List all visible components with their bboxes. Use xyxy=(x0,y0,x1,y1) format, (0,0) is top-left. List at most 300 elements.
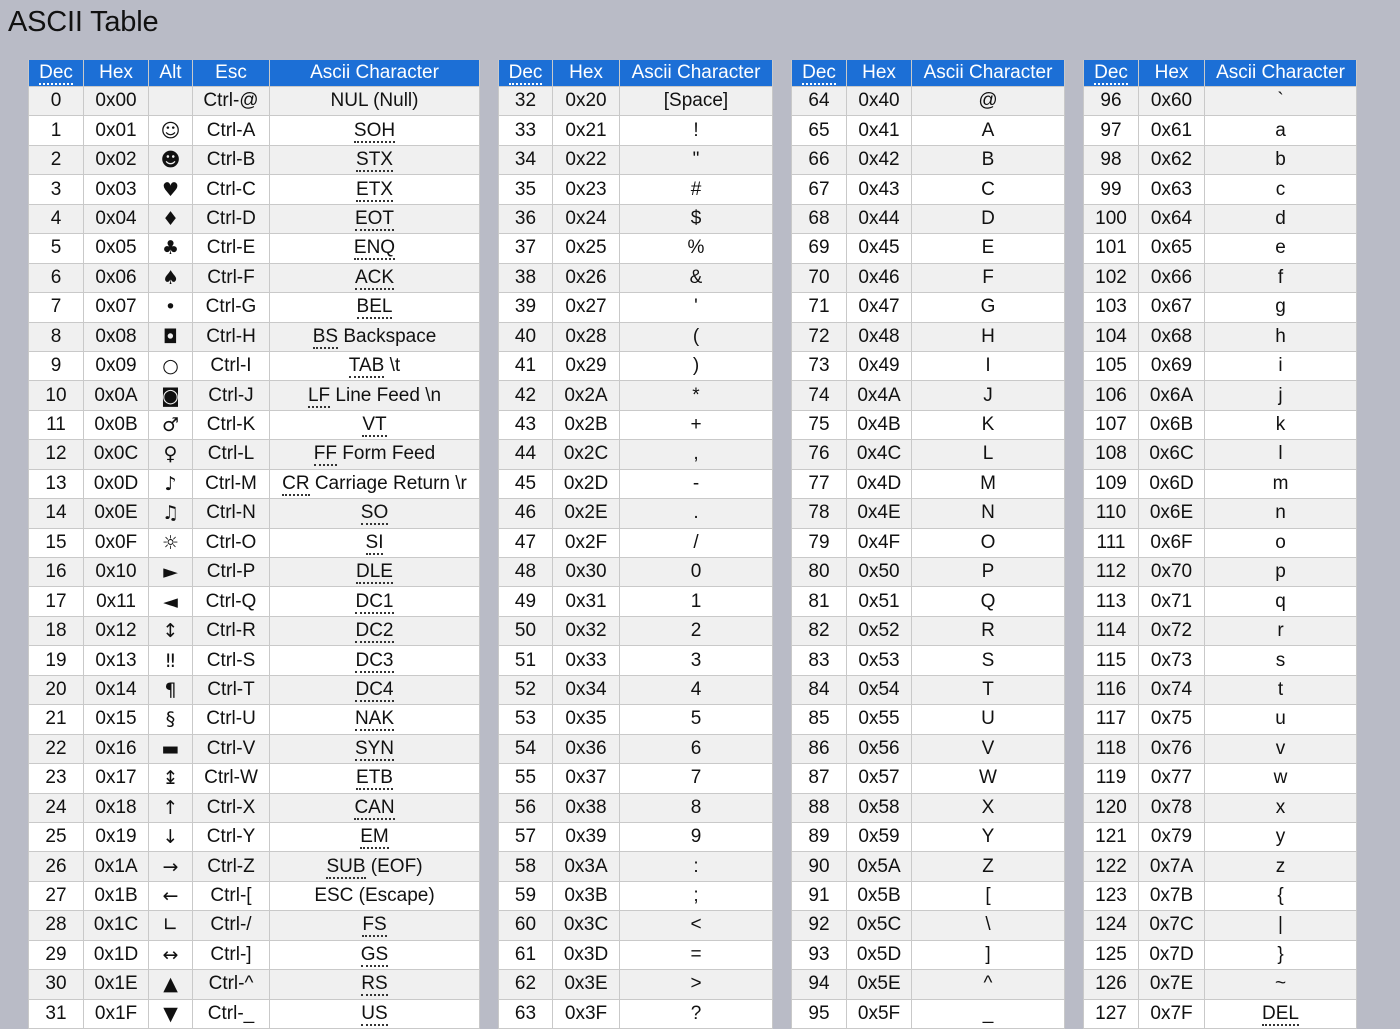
cell-dec: 46 xyxy=(499,499,553,528)
cell-dec: 71 xyxy=(792,293,847,322)
cell-dec: 122 xyxy=(1084,852,1139,881)
cell-esc: Ctrl-N xyxy=(193,499,270,528)
cell-hex: 0x15 xyxy=(84,705,149,734)
table-row xyxy=(499,381,773,410)
cell-hex: 0x75 xyxy=(1139,705,1205,734)
header-dec: Dec xyxy=(29,60,84,87)
cell-dec: 47 xyxy=(499,528,553,557)
cell-ascii-character xyxy=(912,911,1065,940)
table-row xyxy=(792,234,1065,263)
cell-alt-glyph: ♀ xyxy=(149,440,193,469)
character-description: w xyxy=(1273,767,1288,789)
cell-ascii-character xyxy=(270,322,480,351)
cell-alt-glyph: ▼ xyxy=(149,999,193,1028)
character-description: (EOF) xyxy=(365,855,423,877)
cell-hex: 0x7E xyxy=(1139,970,1205,999)
cell-hex: 0x65 xyxy=(1139,234,1205,263)
table-row xyxy=(29,234,480,263)
table-row xyxy=(29,499,480,528)
cell-dec: 69 xyxy=(792,234,847,263)
character-description: U xyxy=(981,708,995,730)
table-row xyxy=(499,234,773,263)
cell-dec: 62 xyxy=(499,970,553,999)
cell-hex: 0x0A xyxy=(84,381,149,410)
cell-dec: 16 xyxy=(29,558,84,587)
table-row xyxy=(1084,499,1357,528)
character-description: 0 xyxy=(690,561,702,583)
cell-esc: Ctrl-Q xyxy=(193,587,270,616)
cell-hex: 0x73 xyxy=(1139,646,1205,675)
cell-dec: 60 xyxy=(499,911,553,940)
cell-hex: 0x32 xyxy=(553,616,620,645)
cell-hex: 0x00 xyxy=(84,87,149,116)
character-description: ) xyxy=(692,355,700,377)
header-ascii-character: Ascii Character xyxy=(270,60,480,87)
cell-alt-glyph: → xyxy=(149,852,193,881)
table-row xyxy=(1084,410,1357,439)
table-row xyxy=(792,675,1065,704)
cell-hex: 0x6D xyxy=(1139,469,1205,498)
cell-hex: 0x71 xyxy=(1139,587,1205,616)
cell-hex: 0x7F xyxy=(1139,999,1205,1028)
cell-ascii-character xyxy=(270,351,480,380)
cell-esc: Ctrl-Y xyxy=(193,822,270,851)
cell-dec: 68 xyxy=(792,204,847,233)
table-row xyxy=(792,469,1065,498)
character-description: i xyxy=(1278,355,1283,377)
character-description: ? xyxy=(690,1002,702,1024)
cell-dec: 11 xyxy=(29,410,84,439)
table-row xyxy=(29,970,480,999)
header-dec: Dec xyxy=(792,60,847,87)
character-abbreviation: FS xyxy=(362,914,387,936)
cell-hex: 0x1C xyxy=(84,911,149,940)
cell-hex: 0x5B xyxy=(847,881,912,910)
cell-hex: 0x4E xyxy=(847,499,912,528)
header-dec: Dec xyxy=(499,60,553,87)
table-row xyxy=(792,558,1065,587)
table-row xyxy=(1084,351,1357,380)
cell-ascii-character xyxy=(912,999,1065,1028)
cell-dec: 102 xyxy=(1084,263,1139,292)
character-abbreviation: EOT xyxy=(354,207,395,229)
cell-dec: 9 xyxy=(29,351,84,380)
cell-dec: 41 xyxy=(499,351,553,380)
cell-ascii-character xyxy=(620,587,773,616)
cell-ascii-character xyxy=(912,675,1065,704)
cell-hex: 0x29 xyxy=(553,351,620,380)
cell-dec: 49 xyxy=(499,587,553,616)
cell-dec: 64 xyxy=(792,87,847,116)
character-description: } xyxy=(1277,943,1284,965)
cell-hex: 0x11 xyxy=(84,587,149,616)
cell-hex: 0x35 xyxy=(553,705,620,734)
cell-alt-glyph xyxy=(149,87,193,116)
cell-hex: 0x61 xyxy=(1139,116,1205,145)
cell-hex: 0x3F xyxy=(553,999,620,1028)
cell-hex: 0x74 xyxy=(1139,675,1205,704)
cell-dec: 55 xyxy=(499,764,553,793)
table-row xyxy=(29,263,480,292)
character-description: v xyxy=(1275,737,1286,759)
cell-dec: 72 xyxy=(792,322,847,351)
cell-ascii-character xyxy=(912,469,1065,498)
cell-ascii-character xyxy=(1205,646,1357,675)
cell-hex: 0x5C xyxy=(847,911,912,940)
cell-dec: 58 xyxy=(499,852,553,881)
cell-ascii-character xyxy=(620,469,773,498)
cell-hex: 0x2D xyxy=(553,469,620,498)
cell-ascii-character xyxy=(1205,999,1357,1028)
table-row xyxy=(29,351,480,380)
table-row xyxy=(792,616,1065,645)
cell-dec: 48 xyxy=(499,558,553,587)
cell-ascii-character xyxy=(620,116,773,145)
cell-ascii-character xyxy=(1205,940,1357,969)
cell-hex: 0x54 xyxy=(847,675,912,704)
table-row xyxy=(499,351,773,380)
character-abbreviation: BEL xyxy=(356,296,393,318)
cell-alt-glyph: ‼ xyxy=(149,646,193,675)
cell-ascii-character xyxy=(270,881,480,910)
header-hex: Hex xyxy=(1139,60,1205,87)
cell-dec: 43 xyxy=(499,410,553,439)
character-description: [Space] xyxy=(663,90,729,112)
character-description: * xyxy=(692,384,700,406)
cell-dec: 114 xyxy=(1084,616,1139,645)
character-description: | xyxy=(1278,914,1283,936)
character-description: f xyxy=(1277,266,1284,288)
cell-ascii-character xyxy=(620,558,773,587)
cell-esc: Ctrl-[ xyxy=(193,881,270,910)
cell-dec: 39 xyxy=(499,293,553,322)
cell-ascii-character xyxy=(912,145,1065,174)
cell-hex: 0x64 xyxy=(1139,204,1205,233)
cell-ascii-character xyxy=(1205,705,1357,734)
cell-dec: 121 xyxy=(1084,822,1139,851)
character-description: M xyxy=(980,472,996,494)
character-abbreviation: GS xyxy=(360,943,389,965)
cell-ascii-character xyxy=(1205,322,1357,351)
character-description: g xyxy=(1275,296,1286,318)
cell-hex: 0x72 xyxy=(1139,616,1205,645)
character-description: / xyxy=(693,531,699,553)
table-row xyxy=(29,204,480,233)
cell-hex: 0x22 xyxy=(553,145,620,174)
character-description: k xyxy=(1275,414,1286,436)
character-abbreviation: SI xyxy=(365,531,384,553)
character-description: G xyxy=(980,296,996,318)
table-row xyxy=(499,675,773,704)
character-description: N xyxy=(981,502,995,524)
cell-dec: 112 xyxy=(1084,558,1139,587)
cell-ascii-character xyxy=(270,469,480,498)
cell-hex: 0x31 xyxy=(553,587,620,616)
table-row xyxy=(792,322,1065,351)
character-description: V xyxy=(981,737,995,759)
table-row xyxy=(499,646,773,675)
character-description: W xyxy=(979,767,997,789)
cell-hex: 0x60 xyxy=(1139,87,1205,116)
character-description: 2 xyxy=(690,620,702,642)
table-row xyxy=(29,764,480,793)
cell-ascii-character xyxy=(620,940,773,969)
cell-hex: 0x3C xyxy=(553,911,620,940)
character-description: ` xyxy=(1277,90,1284,112)
table-header-row xyxy=(792,60,1065,87)
cell-ascii-character xyxy=(1205,293,1357,322)
character-abbreviation: SO xyxy=(360,502,389,524)
character-description: R xyxy=(981,620,995,642)
cell-dec: 56 xyxy=(499,793,553,822)
cell-ascii-character xyxy=(912,558,1065,587)
table-row xyxy=(792,852,1065,881)
cell-ascii-character xyxy=(270,440,480,469)
cell-dec: 35 xyxy=(499,175,553,204)
cell-hex: 0x0B xyxy=(84,410,149,439)
cell-alt-glyph: ↑ xyxy=(149,793,193,822)
table-row xyxy=(1084,940,1357,969)
cell-hex: 0x23 xyxy=(553,175,620,204)
character-abbreviation: EM xyxy=(360,826,389,848)
character-description: _ xyxy=(982,1002,994,1024)
table-row xyxy=(792,734,1065,763)
character-abbreviation: CAN xyxy=(354,796,395,818)
character-description: ' xyxy=(694,296,698,318)
character-description: C xyxy=(981,178,995,200)
cell-ascii-character xyxy=(912,293,1065,322)
cell-esc: Ctrl-@ xyxy=(193,87,270,116)
cell-ascii-character xyxy=(912,852,1065,881)
cell-ascii-character xyxy=(270,499,480,528)
cell-ascii-character xyxy=(1205,881,1357,910)
table-row xyxy=(499,499,773,528)
table-row xyxy=(1084,881,1357,910)
character-abbreviation: TAB xyxy=(348,355,385,377)
cell-hex: 0x2B xyxy=(553,410,620,439)
cell-dec: 81 xyxy=(792,587,847,616)
character-description: ~ xyxy=(1274,973,1287,995)
cell-esc: Ctrl-I xyxy=(193,351,270,380)
character-abbreviation: ETB xyxy=(356,767,393,789)
table-row xyxy=(29,145,480,174)
cell-hex: 0x67 xyxy=(1139,293,1205,322)
table-row xyxy=(1084,970,1357,999)
cell-hex: 0x50 xyxy=(847,558,912,587)
character-description: x xyxy=(1275,796,1286,818)
character-abbreviation: DC2 xyxy=(355,620,394,642)
cell-esc: Ctrl-M xyxy=(193,469,270,498)
cell-ascii-character xyxy=(1205,499,1357,528)
character-description: B xyxy=(981,149,995,171)
character-description: & xyxy=(689,266,703,288)
table-row xyxy=(792,940,1065,969)
character-description: 4 xyxy=(690,678,702,700)
cell-ascii-character xyxy=(912,87,1065,116)
cell-ascii-character xyxy=(912,381,1065,410)
table-row xyxy=(499,410,773,439)
table-row xyxy=(499,705,773,734)
table-row xyxy=(499,940,773,969)
cell-dec: 18 xyxy=(29,616,84,645)
cell-hex: 0x26 xyxy=(553,263,620,292)
cell-dec: 109 xyxy=(1084,469,1139,498)
character-description: ] xyxy=(985,943,991,965)
table-row xyxy=(1084,234,1357,263)
character-description: = xyxy=(690,943,702,965)
cell-ascii-character xyxy=(620,499,773,528)
cell-hex: 0x0C xyxy=(84,440,149,469)
cell-esc: Ctrl-L xyxy=(193,440,270,469)
table-row xyxy=(792,410,1065,439)
table-row xyxy=(29,410,480,439)
cell-ascii-character xyxy=(620,970,773,999)
cell-esc: Ctrl-] xyxy=(193,940,270,969)
character-description: P xyxy=(981,561,995,583)
table-row xyxy=(29,175,480,204)
table-row xyxy=(1084,675,1357,704)
cell-hex: 0x30 xyxy=(553,558,620,587)
cell-dec: 123 xyxy=(1084,881,1139,910)
cell-hex: 0x0E xyxy=(84,499,149,528)
table-row xyxy=(29,822,480,851)
cell-ascii-character xyxy=(1205,440,1357,469)
table-row xyxy=(499,587,773,616)
cell-dec: 24 xyxy=(29,793,84,822)
table-row xyxy=(29,793,480,822)
cell-ascii-character xyxy=(620,293,773,322)
table-row xyxy=(499,999,773,1028)
cell-esc: Ctrl-T xyxy=(193,675,270,704)
cell-ascii-character xyxy=(620,999,773,1028)
cell-hex: 0x1E xyxy=(84,970,149,999)
cell-hex: 0x49 xyxy=(847,351,912,380)
cell-esc: Ctrl-U xyxy=(193,705,270,734)
character-description: r xyxy=(1277,620,1284,642)
character-abbreviation: ETX xyxy=(356,178,393,200)
cell-dec: 94 xyxy=(792,970,847,999)
table-row xyxy=(499,145,773,174)
character-abbreviation: US xyxy=(361,1002,388,1024)
table-row xyxy=(29,87,480,116)
cell-hex: 0x52 xyxy=(847,616,912,645)
cell-hex: 0x63 xyxy=(1139,175,1205,204)
cell-dec: 38 xyxy=(499,263,553,292)
cell-dec: 57 xyxy=(499,822,553,851)
table-row xyxy=(29,440,480,469)
table-row xyxy=(1084,440,1357,469)
cell-dec: 33 xyxy=(499,116,553,145)
cell-dec: 20 xyxy=(29,675,84,704)
character-description: l xyxy=(1278,443,1283,465)
cell-hex: 0x5E xyxy=(847,970,912,999)
cell-ascii-character xyxy=(620,734,773,763)
character-description: L xyxy=(982,443,994,465)
character-description: Carriage Return \r xyxy=(309,472,467,494)
cell-hex: 0x5D xyxy=(847,940,912,969)
cell-hex: 0x13 xyxy=(84,646,149,675)
table-row xyxy=(792,351,1065,380)
table-row xyxy=(1084,116,1357,145)
cell-alt-glyph: ♫ xyxy=(149,499,193,528)
cell-dec: 15 xyxy=(29,528,84,557)
table-row xyxy=(792,293,1065,322)
cell-dec: 104 xyxy=(1084,322,1139,351)
character-description: ESC (Escape) xyxy=(314,885,435,907)
table-row xyxy=(499,440,773,469)
cell-ascii-character xyxy=(270,999,480,1028)
cell-esc: Ctrl-W xyxy=(193,764,270,793)
character-description: z xyxy=(1275,855,1286,877)
character-description: @ xyxy=(978,90,998,112)
cell-ascii-character xyxy=(912,764,1065,793)
cell-ascii-character xyxy=(270,293,480,322)
cell-ascii-character xyxy=(912,322,1065,351)
cell-hex: 0x05 xyxy=(84,234,149,263)
cell-hex: 0x76 xyxy=(1139,734,1205,763)
cell-dec: 127 xyxy=(1084,999,1139,1028)
table-row xyxy=(792,263,1065,292)
cell-hex: 0x51 xyxy=(847,587,912,616)
cell-dec: 17 xyxy=(29,587,84,616)
cell-dec: 96 xyxy=(1084,87,1139,116)
character-description: E xyxy=(981,237,995,259)
cell-hex: 0x3D xyxy=(553,940,620,969)
cell-dec: 115 xyxy=(1084,646,1139,675)
cell-dec: 105 xyxy=(1084,351,1139,380)
character-description: p xyxy=(1275,561,1286,583)
cell-ascii-character xyxy=(270,852,480,881)
character-description: ^ xyxy=(983,973,993,995)
cell-dec: 13 xyxy=(29,469,84,498)
cell-esc: Ctrl-S xyxy=(193,646,270,675)
character-abbreviation: STX xyxy=(356,149,393,171)
cell-hex: 0x44 xyxy=(847,204,912,233)
character-description: 9 xyxy=(690,826,702,848)
table-row xyxy=(1084,381,1357,410)
table-row xyxy=(792,87,1065,116)
table-row xyxy=(1084,204,1357,233)
cell-ascii-character xyxy=(620,322,773,351)
cell-dec: 84 xyxy=(792,675,847,704)
character-description: % xyxy=(687,237,705,259)
table-row xyxy=(1084,175,1357,204)
character-description: Q xyxy=(980,590,996,612)
cell-dec: 7 xyxy=(29,293,84,322)
table-row xyxy=(792,116,1065,145)
cell-dec: 1 xyxy=(29,116,84,145)
cell-hex: 0x56 xyxy=(847,734,912,763)
cell-ascii-character xyxy=(912,175,1065,204)
cell-dec: 80 xyxy=(792,558,847,587)
cell-dec: 90 xyxy=(792,852,847,881)
cell-hex: 0x02 xyxy=(84,145,149,174)
character-description: [ xyxy=(985,885,991,907)
cell-dec: 73 xyxy=(792,351,847,380)
table-row xyxy=(792,175,1065,204)
table-row xyxy=(1084,528,1357,557)
cell-ascii-character xyxy=(1205,970,1357,999)
cell-dec: 95 xyxy=(792,999,847,1028)
cell-hex: 0x6E xyxy=(1139,499,1205,528)
cell-ascii-character xyxy=(912,234,1065,263)
cell-hex: 0x28 xyxy=(553,322,620,351)
character-description: Backspace xyxy=(338,325,437,347)
cell-ascii-character xyxy=(912,705,1065,734)
cell-hex: 0x58 xyxy=(847,793,912,822)
cell-ascii-character xyxy=(912,734,1065,763)
cell-hex: 0x5A xyxy=(847,852,912,881)
